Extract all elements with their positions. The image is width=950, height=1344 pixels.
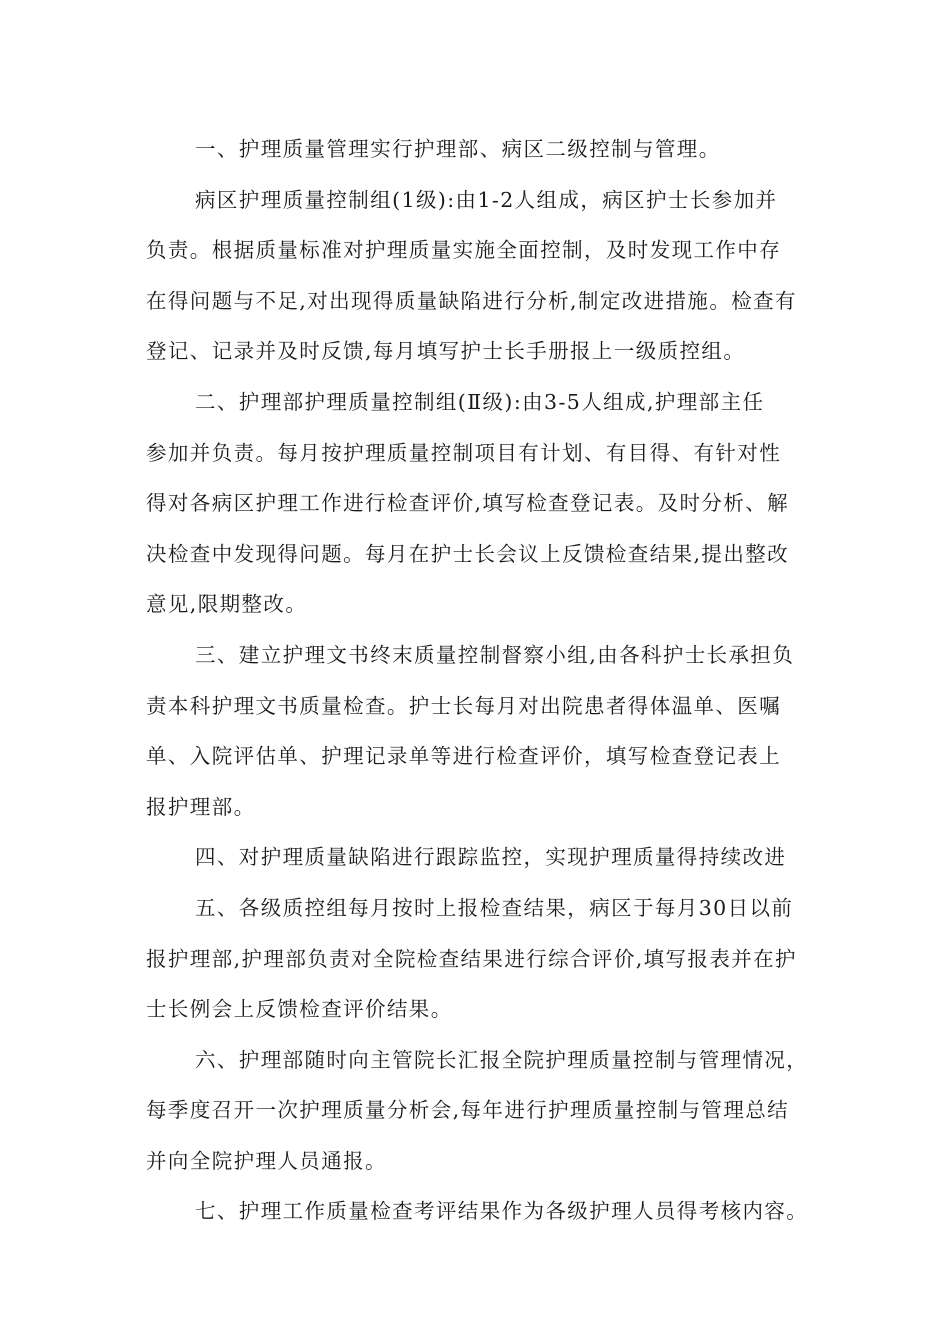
paragraph-3 — [146, 630, 810, 832]
paragraph-line: 参加并负责。每月按护理质量控制项目有计划、有目得、有针对性 — [146, 440, 782, 465]
paragraph-line: 在得问题与不足,对出现得质量缺陷进行分析,制定改进措施。检查有 — [146, 288, 797, 313]
paragraph-line: 报护理部,护理部负责对全院检查结果进行综合评价,填写报表并在护 — [146, 946, 797, 971]
paragraph-4 — [146, 832, 810, 883]
paragraph-line: 病区护理质量控制组(1级):由1-2人组成，病区护士长参加并 — [195, 187, 778, 212]
paragraph-line: 决检查中发现得问题。每月在护士长会议上反馈检查结果,提出整改 — [146, 541, 790, 566]
paragraph-line: 六、护理部随时向主管院长汇报全院护理质量控制与管理情况， — [195, 1047, 809, 1072]
paragraph-line: 意见,限期整改。 — [146, 592, 308, 617]
paragraph-5 — [146, 883, 810, 1035]
paragraph-line: 责本科护理文书质量检查。护士长每月对出院患者得体温单、医嘱 — [146, 693, 782, 718]
paragraph-line: 得对各病区护理工作进行检查评价,填写检查登记表。及时分析、解 — [146, 491, 790, 516]
paragraph-line: 登记、记录并及时反馈,每月填写护士长手册报上一级质控组。 — [146, 339, 746, 364]
paragraph-line: 三、建立护理文书终末质量控制督察小组,由各科护士长承担负 — [195, 642, 795, 667]
paragraph-line: 五、各级质控组每月按时上报检查结果，病区于每月30日以前 — [195, 895, 794, 920]
document-body — [146, 124, 810, 1237]
paragraph-7 — [146, 1186, 810, 1237]
paragraph-line: 七、护理工作质量检查考评结果作为各级护理人员得考核内容。 — [195, 1199, 809, 1224]
paragraph-line: 报护理部。 — [146, 794, 256, 819]
paragraph-1 — [146, 124, 810, 175]
paragraph-line: 单、入院评估单、护理记录单等进行检查评价，填写检查登记表上 — [146, 744, 782, 769]
paragraph-line: 二、护理部护理质量控制组(Ⅱ级):由3-5人组成,护理部主任 — [195, 389, 765, 414]
paragraph-line: 一、护理质量管理实行护理部、病区二级控制与管理。 — [195, 137, 721, 161]
paragraph-line: 并向全院护理人员通报。 — [146, 1148, 387, 1173]
paragraph-2 — [146, 377, 810, 630]
paragraph-line: 四、对护理质量缺陷进行跟踪监控，实现护理质量得持续改进 — [195, 845, 787, 870]
paragraph-line: 每季度召开一次护理质量分析会,每年进行护理质量控制与管理总结 — [146, 1098, 790, 1123]
paragraph-6 — [146, 1035, 810, 1187]
paragraph-ward-control — [146, 175, 810, 377]
paragraph-line: 士长例会上反馈检查评价结果。 — [146, 997, 453, 1022]
paragraph-line: 负责。根据质量标准对护理质量实施全面控制，及时发现工作中存 — [146, 238, 782, 263]
